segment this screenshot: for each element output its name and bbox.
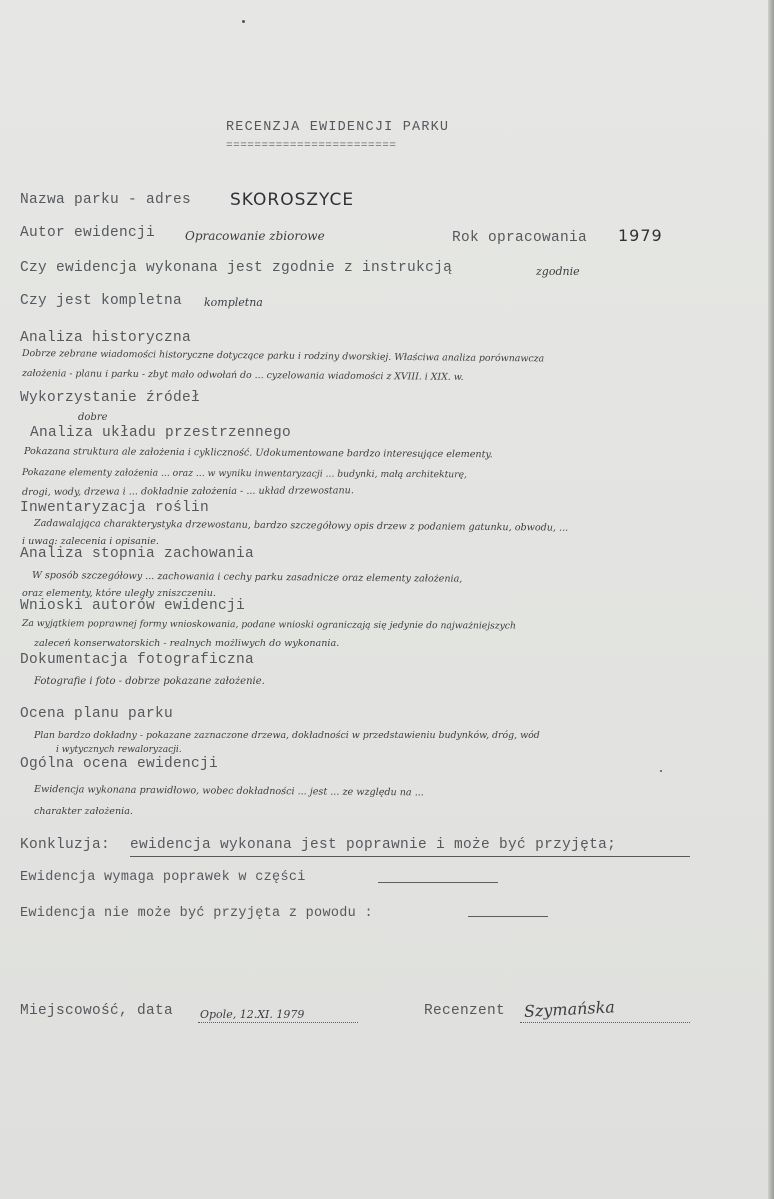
park-name-label: Nazwa parku - adres bbox=[20, 192, 192, 208]
photo-docs-text: Fotografie i foto - dobrze pokazane założenie. bbox=[34, 676, 265, 687]
conclusions-label: Wnioski autorów ewidencji bbox=[20, 598, 246, 614]
preservation-line-2: oraz elementy, które uległy zniszczeniu. bbox=[22, 588, 216, 599]
completeness-value: kompletna bbox=[204, 296, 263, 309]
compliance-value: zgodnie bbox=[536, 265, 580, 278]
place-date-value: Opole, 12.XI. 1979 bbox=[200, 1008, 305, 1021]
ink-mark bbox=[242, 20, 245, 23]
compliance-label: Czy ewidencja wykonana jest zgodnie z instrukcją bbox=[20, 260, 453, 276]
spatial-analysis-line-1: Pokazana struktura ale założenia i cykliczność. Udokumentowane bardzo interesujące elementy. bbox=[23, 446, 493, 461]
preservation-label: Analiza stopnia zachowania bbox=[20, 546, 255, 562]
preservation-line-1: W sposób szczegółowy ... zachowania i cechy parku zasadnicze oraz elementy założenia, bbox=[31, 570, 463, 585]
author-label: Autor ewidencji bbox=[20, 225, 156, 241]
plant-inventory-line-1: Zadawalająca charakterystyka drzewostanu, bardzo szczegółowy opis drzew z podaniem gatunku, obwodu, ... bbox=[33, 518, 569, 534]
historical-analysis-line-2: założenia - planu i parku - zbyt mało odwołań do ... cyzelowania wiadomości z XVIII. i XIX. w. bbox=[21, 368, 464, 383]
year-label: Rok opracowania bbox=[452, 230, 588, 246]
park-name-value: SKOROSZYCE bbox=[230, 190, 355, 210]
reviewer-signature: Szymańska bbox=[523, 997, 616, 1021]
completeness-label: Czy jest kompletna bbox=[20, 293, 183, 309]
historical-analysis-line-1: Dobrze zebrane wiadomości historyczne dotyczące parku i rodziny dworskiej. Właściwa analiza porównawcza bbox=[21, 348, 545, 365]
author-value: Opracowanie zbiorowe bbox=[185, 229, 325, 243]
photo-docs-label: Dokumentacja fotograficzna bbox=[20, 652, 255, 668]
plan-review-label: Ocena planu parku bbox=[20, 706, 174, 722]
place-date-label: Miejscowość, data bbox=[20, 1003, 174, 1019]
overall-review-line-2: charakter założenia. bbox=[34, 806, 133, 817]
sources-label: Wykorzystanie źródeł bbox=[20, 390, 201, 406]
page-edge-shadow bbox=[768, 0, 774, 1199]
ink-speck bbox=[660, 770, 662, 772]
plant-inventory-label: Inwentaryzacja roślin bbox=[20, 500, 210, 516]
rejection-blank-line bbox=[468, 916, 548, 917]
conclusions-line-2: zaleceń konserwatorskich - realnych możliwych do wykonania. bbox=[34, 638, 340, 649]
plan-review-line-1: Plan bardzo dokładny - pokazane zaznaczone drzewa, dokładności w przedstawieniu budynków, dróg, wód bbox=[34, 730, 540, 741]
conclusion-value: ewidencja wykonana jest poprawnie i może być przyjęta; bbox=[130, 837, 617, 853]
plant-inventory-line-2: i uwag: zalecenia i opisanie. bbox=[22, 536, 159, 547]
spatial-analysis-line-2: Pokazane elementy założenia ... oraz ... w wyniku inwentaryzacji ... budynki, małą architekturę, bbox=[21, 467, 467, 481]
year-value: 1979 bbox=[618, 226, 663, 245]
overall-review-line-1: Ewidencja wykonana prawidłowo, wobec dokładności ... jest ... ze względu na ... bbox=[33, 784, 424, 799]
conclusions-line-1: Za wyjątkiem poprawnej formy wnioskowania, podane wnioski ograniczają się jedynie do najważniejszych bbox=[21, 618, 516, 632]
plan-review-line-2: i wytycznych rewaloryzacji. bbox=[56, 745, 182, 755]
corrections-label: Ewidencja wymaga poprawek w części bbox=[20, 870, 306, 885]
spatial-analysis-label: Analiza układu przestrzennego bbox=[30, 425, 292, 441]
document-title: RECENZJA EWIDENCJI PARKU bbox=[226, 120, 450, 135]
conclusion-label: Konkluzja: bbox=[20, 837, 111, 853]
overall-review-label: Ogólna ocena ewidencji bbox=[20, 756, 219, 772]
historical-analysis-label: Analiza historyczna bbox=[20, 330, 192, 346]
title-underline: ======================== bbox=[226, 140, 397, 152]
conclusion-underline bbox=[130, 856, 690, 857]
corrections-blank-line bbox=[378, 882, 498, 883]
reviewer-signature-line bbox=[520, 1022, 690, 1023]
sources-note: dobre bbox=[78, 412, 108, 423]
place-date-line bbox=[198, 1022, 358, 1023]
rejection-label: Ewidencja nie może być przyjęta z powodu : bbox=[20, 906, 373, 921]
spatial-analysis-line-3: drogi, wody, drzewa i ... dokładnie założenia - ... układ drzewostanu. bbox=[21, 485, 354, 498]
reviewer-label: Recenzent bbox=[424, 1003, 506, 1019]
